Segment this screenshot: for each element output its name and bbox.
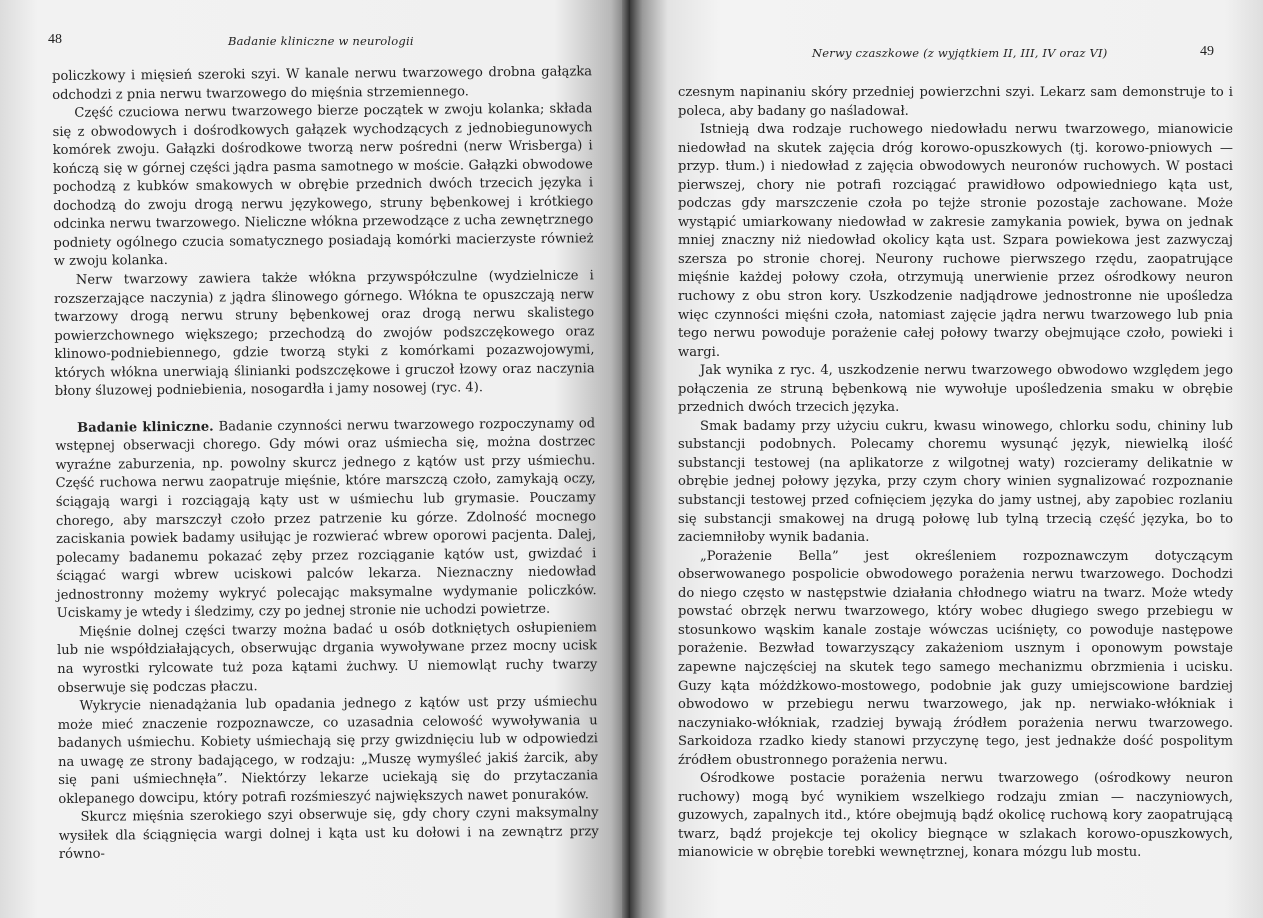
paragraph: czesnym napinaniu skóry przedniej powierzchni szyi. Lekarz sam demonstruje to i poleca, aby badany go naśladował.: [678, 85, 1233, 119]
paragraph: „Porażenie Bella” jest określeniem rozpoznawczym dotyczącym obserwowanego pospolicie obwodowego porażenia nerwu twarzowego. Dochodzi do niego często w następstwie działania chłodnego wiatru na twarz. Może wtedy powstać obrzęk nerwu twarzowego, który wobec długiego swego przebiegu w stosunkowo wąskim kanale zostaje wówczas uciśnięty, co powoduje następowe porażenie. Bezwład towarzyszący zakażeniom usznym i oponowym powstaje zapewne najczęściej na skutek tego samego mechanizmu obrzmienia i ucisku. Guzy kąta móżdżkowo-mostowego, podobnie jak guzy umiejscowione bardziej obwodowo w przebiegu nerwu twarzowego, jak np. nerwiako-włókniak i naczyniako-włókniak, rzadziej bywają źródłem porażenia nerwu twarzowego. Sarkoidoza rzadko kiedy stanowi przyczynę tego, jest jednakże dość pospolitym źródłem obustronnego porażenia nerwu.: [678, 548, 1233, 768]
running-head-left: Badanie kliniczne w neurologii: [228, 34, 414, 48]
paragraph: Wykrycie nienadążania lub opadania jednego z kątów ust przy uśmiechu może mieć znaczenie rozpoznawcze, co uzasadnia celowość wywoływania u badanych uśmiechu. Kobiety uśmiechają się przy gwizdnięciu lub w odpowiedzi na uwagę ze strony badającego, w rodzaju: „Muszę wymyśleć jakiś żarcik, aby się pani uśmiechnęła”. Niektórzy lekarze uciekają się do przytaczania oklepanego dowcipu, który potrafi rozśmieszyć największych nawet ponuraków.: [57, 694, 599, 807]
running-head-right: Nerwy czaszkowe (z wyjątkiem II, III, IV oraz VI): [812, 46, 1108, 60]
paragraph: [55, 415, 597, 624]
paragraph: Część czuciowa nerwu twarzowego bierze początek w zwoju kolanka; składa się z obwodowych i dośrodkowych gałązek wychodzących z jednobiegunowych komórek zwoju. Gałązki dośrodkowe tworzą nerw pośredni (nerw Wrisberga) i kończą się w górnej części jądra pasma samotnego w moście. Gałązki obwodowe pochodzą z kubków smakowych w obrębie przednich dwóch trzecich języka i dochodzą do zwoju drogą nerwu językowego, struny bębenkowej i krótkiego odcinka nerwu twarzowego. Nieliczne włókna przewodzące z ucha zewnętrznego podniety ogólnego czucia somatycznego posiadają komórki macierzyste również w zwoju kolanka.: [52, 101, 594, 270]
page-number-left: 48: [48, 32, 62, 47]
page-number-right: 49: [1200, 44, 1214, 59]
paragraph: Istnieją dwa rodzaje ruchowego niedowładu nerwu twarzowego, mianowicie niedowład na skutek zajęcia dróg korowo-opuszkowych (tj. korowo-pniowych — przyp. tłum.) i niedowład z zajęcia obwodowych neuronów ruchowych. W postaci pierwszej, chory nie potrafi rozciągać prawidłowo odpowiedniego kąta ust, podczas gdy marszczenie czoła po tejże stronie pozostaje zachowane. Może wystąpić umiarkowany niedowład w zakresie zamykania powiek, bywa on jednak mniej znaczny niż niedowład okolicy kąta ust. Szpara powiekowa jest zazwyczaj szersza po stronie chorej. Neurony ruchowe pierwszego rzędu, zaopatrujące mięśnie każdej połowy czoła, otrzymują unerwienie przez ośrodkowy neuron ruchowy z obu stron kory. Uszkodzenie nadjądrowe jednostronne nie upośledza więc czynności mięśni czoła, natomiast zajęcie jądra nerwu twarzowego lub pnia tego nerwu powoduje porażenie całej połowy twarzy obejmujące czoło, powieki i wargi.: [678, 122, 1233, 360]
paragraph: Ośrodkowe postacie porażenia nerwu twarzowego (ośrodkowy neuron ruchowy) mogą być wynikiem wszelkiego rodzaju zmian — naczyniowych, guzowych, zapalnych itd., które obejmują bądź okolicę ruchową kory zaopatrującą twarz, bądź projekcje tej okolicy biegnące w szlakach korowo-opuszkowych, mianowicie w obrębie torebki wewnętrznej, konara mózgu lub mostu.: [678, 771, 1233, 861]
left-body-text: [52, 63, 599, 865]
right-body-text: [678, 84, 1233, 863]
paragraph: Skurcz mięśnia szerokiego szyi obserwuje się, gdy chory czyni maksymalny wysiłek dla ściągnięcia wargi dolnej i kąta ust ku dołowi i na zewnątrz przy równo-: [58, 805, 599, 863]
paragraph: policzkowy i mięsień szeroki szyi. W kanale nerwu twarzowego drobna gałązka odchodzi z pnia nerwu twarzowego do mięśnia strzemiennego.: [52, 64, 593, 103]
left-page: [0, 0, 630, 918]
section-heading: Badanie kliniczne.: [77, 419, 214, 436]
right-page: [630, 0, 1263, 918]
paragraph: Jak wynika z ryc. 4, uszkodzenie nerwu twarzowego obwodowo względem jego połączenia ze struną bębenkową nie wywołuje upośledzenia smaku w obrębie przednich dwóch trzecich języka.: [678, 363, 1233, 416]
paragraph: Mięśnie dolnej części twarzy można badać u osób dotkniętych osłupieniem lub nie współdziałających, obserwując drgania wywoływane przez mocny ucisk na wyrostki rylcowate tuż poza kątami żuchwy. U niemowląt ruchy twarzy obserwuje się podczas płaczu.: [57, 620, 598, 696]
paragraph-text: Badanie czynności nerwu twarzowego rozpoczynamy od wstępnej obserwacji chorego. Gdy mówi oraz uśmiecha się, można dostrzec wyraźne zaburzenia, np. powolny skurcz jednego z kątów ust przy uśmiechu. Część ruchowa nerwu zaopatruje mięśnie, które marszczą czoło, zamykają oczy, ściągają wargi i rozciągają kąty ust w uśmiechu lub grymasie. Pouczamy chorego, aby marszczył czoło przez patrzenie ku górze. Zdolność mocnego zaciskania powiek badamy usiłując je rozwierać wbrew oporowi pacjenta. Dalej, polecamy badanemu pokazać zęby przez rozciąganie kątów ust, gwizdać i ściągać wargi wbrew uciskowi palców lekarza. Nieznaczny niedowład jednostronny możemy wykryć polecając maksymalne wydymanie policzków. Uciskamy je wtedy i śledzimy, czy po jednej stronie nie uchodzi powietrze.: [55, 416, 597, 622]
paragraph: Nerw twarzowy zawiera także włókna przywspółczulne (wydzielnicze i rozszerzające naczynia) z jądra ślinowego górnego. Włókna te opuszczają nerw twarzowy drogą nerwu struny bębenkowej oraz drogą nerwu skalistego powierzchownego większego; przechodzą do zwojów podszczękowego oraz klinowo-podniebiennego, gdzie tworzą styki z komórkami pozazwojowymi, których włókna unerwiają ślinianki podszczękowe i gruczoł łzowy oraz naczynia błony śluzowej podniebienia, nosogardła i jamy nosowej (ryc. 4).: [53, 268, 595, 400]
paragraph: Smak badamy przy użyciu cukru, kwasu winowego, chlorku sodu, chininy lub substancji podobnych. Polecamy choremu wysunąć język, niewielką ilość substancji testowej (na aplikatorze z wilgotnej waty) rozcieramy delikatnie w obrębie jednej połowy języka, przy czym chory winien sygnalizować rozpoznanie substancji testowej przed cofnięciem języka do jamy ustnej, aby zapobiec rozlaniu się substancji smakowej na drugą połowę lub tylną trzecią część języka, bo to zaciemniłoby wynik badania.: [678, 418, 1233, 546]
